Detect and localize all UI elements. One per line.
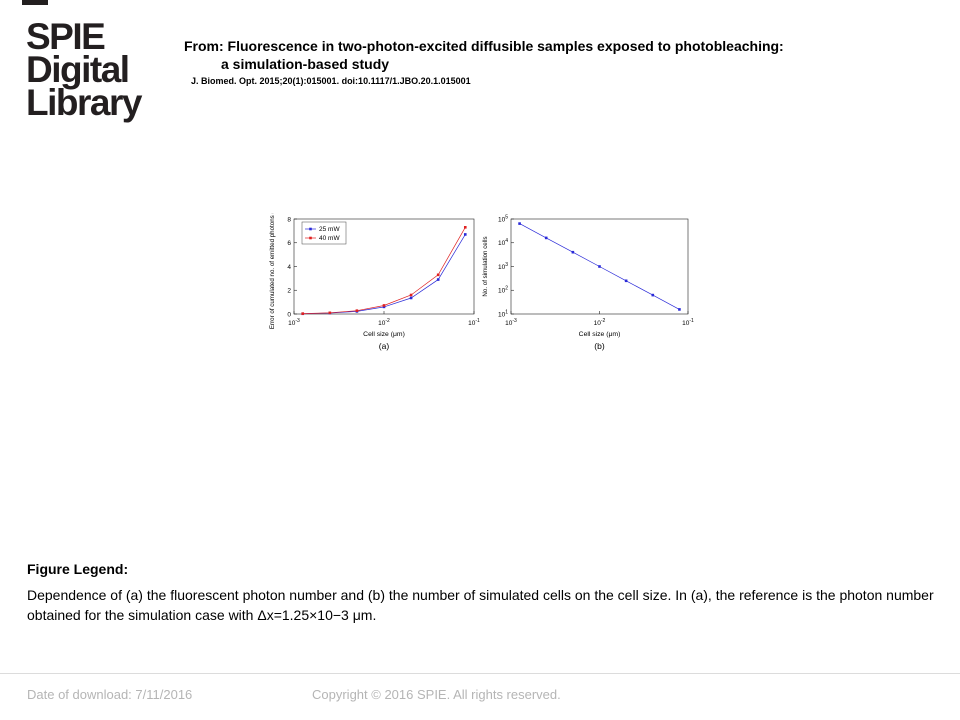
logo-line-3: Library xyxy=(26,82,141,123)
figure-svg xyxy=(265,213,697,356)
copyright: Copyright © 2016 SPIE. All rights reserved. xyxy=(312,687,561,702)
x-axis-label: Cell size (μm) xyxy=(578,331,621,338)
data-point xyxy=(437,274,440,277)
y-tick-label: $10^3$ xyxy=(497,261,508,271)
y-axis-label: Error of cumulated no. of emitted photons (%) xyxy=(269,213,276,330)
y-tick-label: 6 xyxy=(287,240,291,248)
spie-digital-library-logo xyxy=(26,16,150,123)
x-tick-label: $10^{-2}$ xyxy=(593,318,606,327)
y-tick-label: $10^1$ xyxy=(497,309,508,319)
data-point xyxy=(678,308,681,311)
x-tick-label: $10^{-1}$ xyxy=(468,318,480,327)
series-line xyxy=(303,234,466,313)
legend-entry-label: 40 mW xyxy=(319,235,340,243)
data-point xyxy=(545,237,548,240)
data-point xyxy=(410,297,413,300)
data-point xyxy=(301,312,304,315)
chart-panel-b xyxy=(482,219,688,351)
x-tick-label: $10^{-1}$ xyxy=(682,318,694,327)
x-axis-label: Cell size (μm) xyxy=(363,331,405,338)
y-tick-label: 0 xyxy=(287,311,291,319)
y-tick-label: 8 xyxy=(287,216,291,224)
y-tick-label: $10^2$ xyxy=(497,285,508,295)
x-tick-label: $10^{-2}$ xyxy=(378,318,390,327)
footer-divider xyxy=(0,673,960,674)
data-point xyxy=(437,278,440,281)
y-tick-label: $10^5$ xyxy=(497,214,508,224)
legend-swatch-marker xyxy=(309,228,312,231)
data-point xyxy=(356,309,359,312)
data-point xyxy=(464,226,467,229)
data-point xyxy=(518,222,521,225)
download-date: Date of download: 7/11/2016 xyxy=(27,687,193,702)
corner-mark xyxy=(22,0,48,5)
data-point xyxy=(464,233,467,236)
y-tick-label: 4 xyxy=(287,263,291,271)
data-point xyxy=(625,279,628,282)
legend-swatch-marker xyxy=(309,237,312,240)
article-title xyxy=(184,37,784,73)
y-axis-label: No. of simulation cells xyxy=(482,236,489,297)
data-point xyxy=(651,294,654,297)
x-tick-label: $10^{-3}$ xyxy=(288,318,300,327)
legend-entry-label: 25 mW xyxy=(319,226,340,234)
data-point xyxy=(329,312,332,315)
title-line-1: From: Fluorescence in two-photon-excited diffusible samples exposed to photobleaching: xyxy=(184,38,784,54)
figure xyxy=(265,213,697,356)
panel-label: (a) xyxy=(378,341,390,351)
y-tick-label: 2 xyxy=(287,287,291,295)
panel-label: (b) xyxy=(594,341,605,351)
legend-heading: Figure Legend: xyxy=(27,561,129,577)
x-tick-label: $10^{-3}$ xyxy=(505,318,517,327)
citation: J. Biomed. Opt. 2015;20(1):015001. doi:10.1117/1.JBO.20.1.015001 xyxy=(191,76,471,86)
data-point xyxy=(598,265,601,268)
chart-panel-a xyxy=(269,213,474,351)
y-tick-label: $10^4$ xyxy=(497,238,508,248)
title-line-2: a simulation-based study xyxy=(221,56,390,72)
legend-text: Dependence of (a) the fluorescent photon number and (b) the number of simulated cells on the cell size. In (a), the reference is the photon number obtained for the simulation case with Δx=1.25×10−3 μm. xyxy=(27,587,934,623)
data-point xyxy=(383,304,386,307)
data-point xyxy=(572,251,575,254)
logo-line-1: SPIE xyxy=(26,16,105,57)
logo-line-2: Digital xyxy=(26,49,129,90)
data-point xyxy=(410,294,413,297)
